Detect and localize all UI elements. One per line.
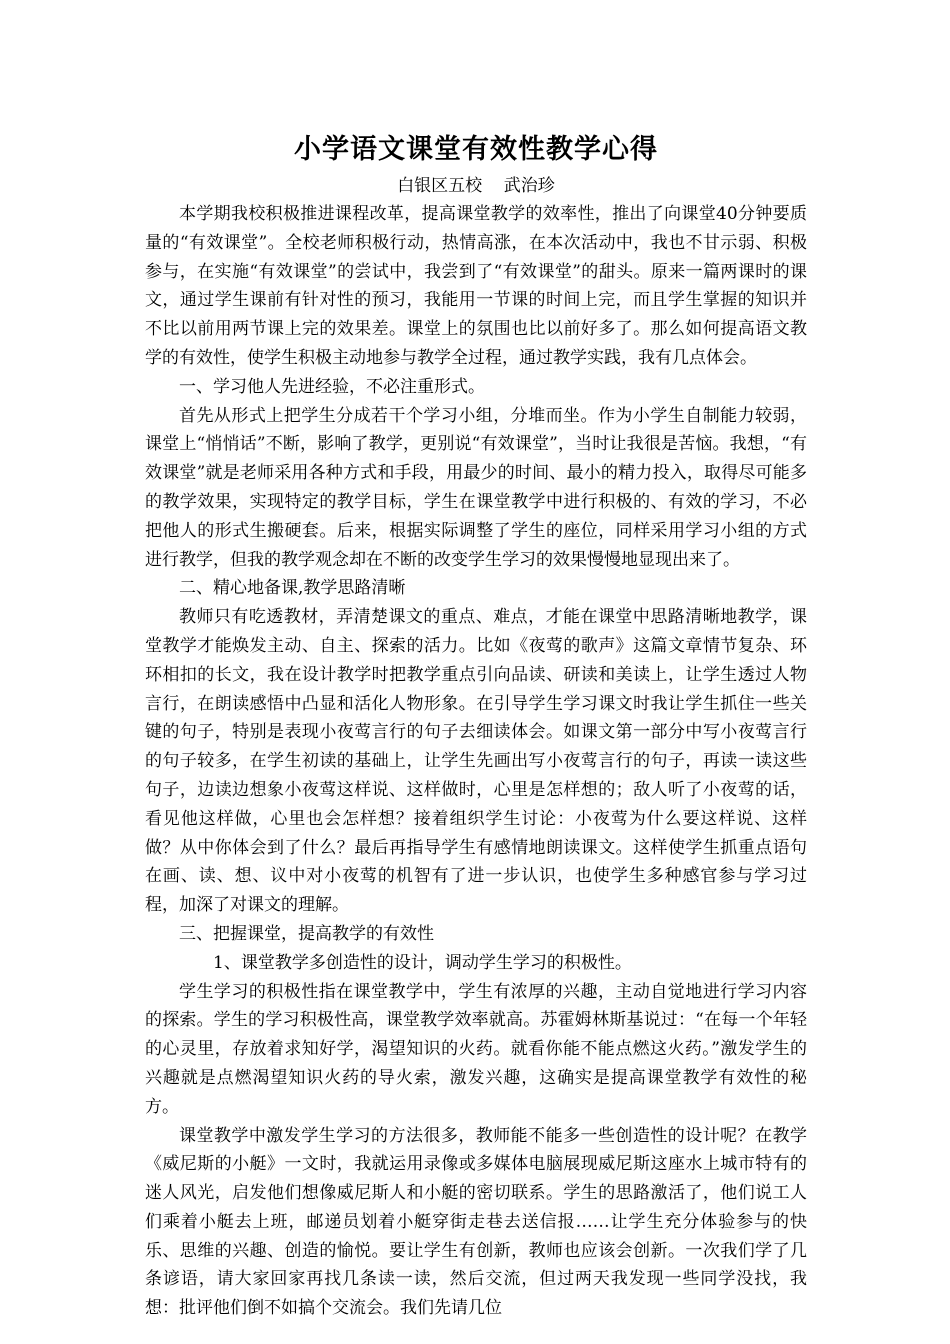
section-1-paragraph: 首先从形式上把学生分成若干个学习小组，分堆而坐。作为小学生自制能力较弱，课堂上“悄悄话”不断，影响了教学，更别说“有效课堂”，当时让我很是苦恼。我想，“有效课堂”就是老师采用各种方式和手段，用最少的时间、最小的精力投入，取得尽可能多的教学效果，实现特定的教学目标，学生在课堂教学中进行积极的、有效的学习，不必把他人的形式生搬硬套。后来，根据实际调整了学生的座位，同样采用学习小组的方式进行教学，但我的教学观念却在不断的改变学生学习的效果慢慢地显现出来了。 xyxy=(145,405,807,570)
document-page xyxy=(145,128,807,1323)
section-2-heading: 二、精心地备课,教学思路清晰 xyxy=(179,578,406,599)
section-3-paragraph-2: 课堂教学中激发学生学习的方法很多，教师能不能多一些创造性的设计呢？在教学《威尼斯的小艇》一文时，我就运用录像或多媒体电脑展现威尼斯这座水上城市特有的迷人风光，启发他们想像威尼斯人和小艇的密切联系。学生的思路激活了，他们说工人们乘着小艇去上班，邮递员划着小艇穿街走巷去送信报……让学生充分体验参与的快乐、思维的兴趣、创造的愉悦。要让学生有创新，教师也应该会创新。一次我们学了几条谚语，请大家回家再找几条读一读，然后交流，但过两天我发现一些同学没找，我想：批评他们倒不如搞个交流会。我们先请几位 xyxy=(145,1125,807,1319)
document-title: 小学语文课堂有效性教学心得 xyxy=(294,134,658,165)
document-author: 白银区五校 武治珍 xyxy=(397,176,555,196)
section-3-subheading-1: 1、课堂教学多创造性的设计，调动学生学习的积极性。 xyxy=(213,952,632,973)
section-3-paragraph-1: 学生学习的积极性指在课堂教学中，学生有浓厚的兴趣，主动自觉地进行学习内容的探索。学生的学习积极性高，课堂教学效率就高。苏霍姆林斯基说过：“在每一个年轻的心灵里，存放着求知好学，渴望知识的火药。就看你能不能点燃这火药。”激发学生的兴趣就是点燃渴望知识火药的导火索，激发兴趣，这确实是提高课堂教学有效性的秘方。 xyxy=(145,981,807,1117)
section-1-heading: 一、学习他人先进经验，不必注重形式。 xyxy=(179,376,485,397)
section-2-paragraph: 教师只有吃透教材，弄清楚课文的重点、难点，才能在课堂中思路清晰地教学，课堂教学才能焕发主动、自主、探索的活力。比如《夜莺的歌声》这篇文章情节复杂、环环相扣的长文，我在设计教学时把教学重点引向品读、研读和美读上，让学生透过人物言行，在朗读感悟中凸显和活化人物形象。在引导学生学习课文时我让学生抓住一些关键的句子，特别是表现小夜莺言行的句子去细读体会。如课文第一部分中写小夜莺言行的句子较多，在学生初读的基础上，让学生先画出写小夜莺言行的句子，再读一读这些句子，边读边想象小夜莺这样说、这样做时，心里是怎样想的；敌人听了小夜莺的话，看见他这样做，心里也会怎样想？接着组织学生讨论：小夜莺为什么要这样说、这样做？从中你体会到了什么？最后再指导学生有感情地朗读课文。这样使学生抓重点语句在画、读、想、议中对小夜莺的机智有了进一步认识，也使学生多种感官参与学习过程，加深了对课文的理解。 xyxy=(145,607,807,916)
intro-paragraph: 本学期我校积极推进课程改革，提高课堂教学的效率性，推出了向课堂40分钟要质量的“有效课堂”。全校老师积极行动，热情高涨，在本次活动中，我也不甘示弱、积极参与，在实施“有效课堂”的尝试中，我尝到了“有效课堂”的甜头。原来一篇两课时的课文，通过学生课前有针对性的预习，我能用一节课的时间上完，而且学生掌握的知识并不比以前用两节课上完的效果差。课堂上的氛围也比以前好多了。那么如何提高语文教学的有效性，使学生积极主动地参与教学全过程，通过教学实践，我有几点体会。 xyxy=(145,204,807,368)
section-3-heading: 三、把握课堂，提高教学的有效性 xyxy=(179,923,434,944)
